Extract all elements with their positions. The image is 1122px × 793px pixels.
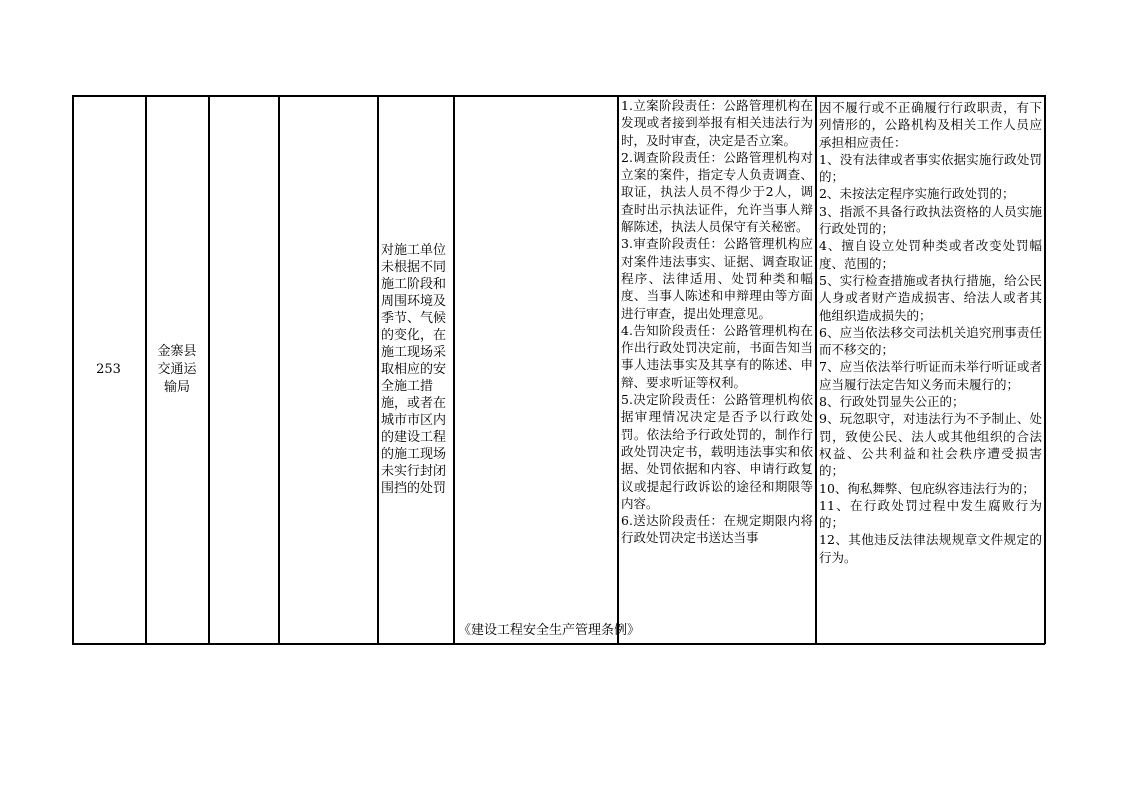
- liability-item: 4、擅自设立处罚种类或者改变处罚幅度、范围的；: [819, 238, 1042, 271]
- liability-item: 5、实行检查措施或者执行措施，给公民人身或者财产造成损害、给法人或者其他组织造成损失的；: [819, 272, 1042, 323]
- liability-item: 1、没有法律或者事实依据实施行政处罚的；: [819, 151, 1042, 185]
- matter-cell: 对施工单位未根据不同施工阶段和周围环境及季节、气候的变化，在施工现场采取相应的安全施工措施，或者在城市市区内的建设工程的施工现场未实行封闭围挡的处罚: [381, 243, 447, 496]
- border-bottom: [72, 643, 1045, 645]
- liability-item: 9、玩忽职守，对违法行为不予制止、处罚，致使公民、法人或其他组织的合法权益、公共利益和社会秩序遭受损害的；: [819, 411, 1042, 479]
- liability-item: 11、在行政处罚过程中发生腐败行为的；: [819, 497, 1042, 531]
- liability-item: 12、其他违反法律法规规章文件规定的行为。: [819, 532, 1042, 565]
- liability-item: 6、应当依法移交司法机关追究刑事责任而不移交的；: [819, 324, 1042, 358]
- divider-3: [278, 95, 280, 644]
- liability-item: 2、未按法定程序实施行政处罚的；: [819, 186, 1015, 202]
- liability-cell: [817, 96, 1044, 643]
- divider-5: [453, 95, 455, 644]
- divider-2: [208, 95, 210, 644]
- responsibility-item: 5.决定阶段责任：公路管理机构依据审理情况决定是否予以行政处罚。依法给予行政处罚的，制作行政处罚决定书，载明违法事实和依据、处罚依据和内容、申请行政复议或提起行政诉讼的途径和期限等内容。: [621, 392, 813, 511]
- department-cell: 金寨县交通运输局: [157, 343, 197, 395]
- liability-item: 7、应当依法举行听证而未举行听证或者应当履行法定告知义务而未履行的；: [819, 359, 1042, 392]
- responsibility-item: 1.立案阶段责任：公路管理机构在发现或者接到举报有相关违法行为时，及时审查，决定是否立案。: [621, 98, 813, 148]
- border-right: [1044, 95, 1046, 644]
- responsibility-item: 4.告知阶段责任：公路管理机构在作出行政处罚决定前，书面告知当事人违法事实及其享有的陈述、申辩、要求听证等权利。: [621, 322, 813, 390]
- liability-item: 8、行政处罚显失公正的；: [819, 394, 965, 410]
- responsibility-item: 3.审查阶段责任：公路管理机构应对案件违法事实、证据、调查取证程序、法律适用、处罚种类和幅度、当事人陈述和申辩理由等方面进行审查，提出处理意见。: [621, 236, 813, 321]
- responsibility-item: 6.送达阶段责任：在规定期限内将行政处罚决定书送达当事: [621, 513, 813, 546]
- responsibility-cell: [619, 96, 815, 643]
- row-number: 253: [96, 362, 121, 377]
- liability-item: 3、指派不具备行政执法资格的人员实施行政处罚的；: [819, 203, 1042, 237]
- liability-item: 10、徇私舞弊、包庇纵容违法行为的；: [819, 480, 1035, 496]
- liability-intro: 因不履行或不正确履行行政职责，有下列情形的，公路机构及相关工作人员应承担相应责任：: [819, 100, 1042, 150]
- legal-basis-cell: [456, 96, 641, 643]
- responsibility-item: 2.调查阶段责任：公路管理机构对立案的案件，指定专人负责调查、取证，执法人员不得少于2人，调查时出示执法证件，允许当事人辩解陈述，执法人员保守有关秘密。: [621, 149, 813, 235]
- legal-basis-text: 《建设工程安全生产管理条例》: [458, 623, 641, 638]
